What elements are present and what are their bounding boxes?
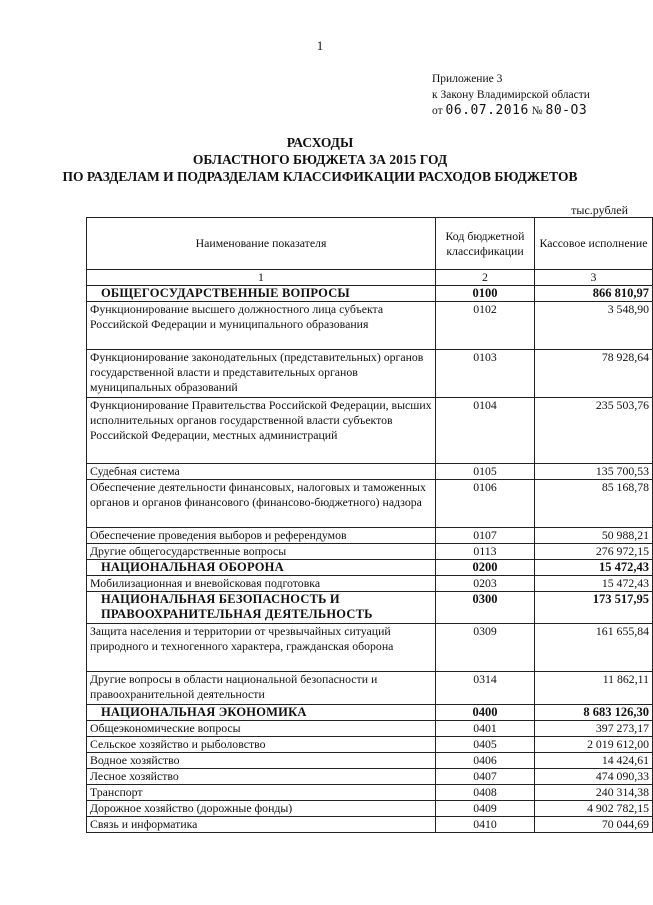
row-code: 0107 [436, 528, 535, 544]
section-row [87, 560, 653, 576]
appendix-block [432, 71, 590, 119]
row-code: 0105 [436, 464, 535, 480]
table-row [87, 769, 653, 785]
row-amount: 8 683 126,30 [535, 705, 653, 721]
row-code: 0104 [436, 398, 535, 464]
row-code: 0200 [436, 560, 535, 576]
appendix-line-1: Приложение 3 [432, 73, 503, 85]
row-code: 0410 [436, 817, 535, 833]
appendix-number: 80-ОЗ [545, 103, 588, 118]
row-amount: 70 044,69 [535, 817, 653, 833]
table-row [87, 350, 653, 398]
table-row [87, 737, 653, 753]
table-row [87, 528, 653, 544]
row-name: Водное хозяйство [87, 753, 436, 769]
table-row [87, 785, 653, 801]
row-amount: 15 472,43 [535, 576, 653, 592]
row-code: 0300 [436, 592, 535, 624]
row-code: 0401 [436, 721, 535, 737]
row-code: 0405 [436, 737, 535, 753]
row-name: Обеспечение деятельности финансовых, налоговых и таможенных органов и органов финансового (финансово-бюджетного) надзора [87, 480, 436, 528]
expenses-table [86, 217, 653, 833]
row-name: Обеспечение проведения выборов и референдумов [87, 528, 436, 544]
row-name: НАЦИОНАЛЬНАЯ БЕЗОПАСНОСТЬ И ПРАВООХРАНИТЕЛЬНАЯ ДЕЯТЕЛЬНОСТЬ [87, 592, 436, 624]
row-name: Функционирование законодательных (представительных) органов государственной власти и представительных органов муниципальных образований [87, 350, 436, 398]
row-amount: 78 928,64 [535, 350, 653, 398]
row-amount: 866 810,97 [535, 286, 653, 302]
appendix-number-label: № [531, 105, 543, 117]
row-amount: 240 314,38 [535, 785, 653, 801]
row-name: Другие общегосударственные вопросы [87, 544, 436, 560]
title-line-1: РАСХОДЫ [286, 135, 354, 150]
section-row [87, 705, 653, 721]
header-name: Наименование показателя [87, 218, 436, 270]
row-code: 0407 [436, 769, 535, 785]
table-row [87, 576, 653, 592]
row-amount: 3 548,90 [535, 302, 653, 350]
row-amount: 14 424,61 [535, 753, 653, 769]
table-row [87, 398, 653, 464]
row-name: Общеэкономические вопросы [87, 721, 436, 737]
row-name: Сельское хозяйство и рыболовство [87, 737, 436, 753]
table-header-row [87, 218, 653, 270]
table-row [87, 624, 653, 672]
row-code: 0400 [436, 705, 535, 721]
appendix-from-label: от [432, 105, 443, 117]
column-number: 1 [87, 270, 436, 286]
row-amount: 4 902 782,15 [535, 801, 653, 817]
row-name: НАЦИОНАЛЬНАЯ ОБОРОНА [87, 560, 436, 576]
row-amount: 50 988,21 [535, 528, 653, 544]
row-name: Функционирование Правительства Российской Федерации, высших исполнительных органов государственной власти субъектов Российской Федерации, местных администраций [87, 398, 436, 464]
row-name: ОБЩЕГОСУДАРСТВЕННЫЕ ВОПРОСЫ [87, 286, 436, 302]
table-row [87, 464, 653, 480]
header-code: Код бюджетной классификации [436, 218, 535, 270]
column-number: 3 [535, 270, 653, 286]
row-amount: 397 273,17 [535, 721, 653, 737]
appendix-date: 06.07.2016 [445, 103, 529, 118]
table-row [87, 721, 653, 737]
row-code: 0102 [436, 302, 535, 350]
row-code: 0103 [436, 350, 535, 398]
row-code: 0106 [436, 480, 535, 528]
row-code: 0314 [436, 672, 535, 705]
row-amount: 85 168,78 [535, 480, 653, 528]
table-row [87, 544, 653, 560]
row-name: Мобилизационная и вневойсковая подготовка [87, 576, 436, 592]
table-row [87, 672, 653, 705]
row-amount: 161 655,84 [535, 624, 653, 672]
row-amount: 173 517,95 [535, 592, 653, 624]
row-amount: 235 503,76 [535, 398, 653, 464]
row-name: Функционирование высшего должностного лица субъекта Российской Федерации и муниципального образования [87, 302, 436, 350]
table-row [87, 480, 653, 528]
row-amount: 11 862,11 [535, 672, 653, 705]
row-code: 0408 [436, 785, 535, 801]
row-code: 0309 [436, 624, 535, 672]
row-amount: 474 090,33 [535, 769, 653, 785]
row-name: Связь и информатика [87, 817, 436, 833]
column-number: 2 [436, 270, 535, 286]
column-number-row [87, 270, 653, 286]
table-body [87, 286, 653, 833]
row-name: Транспорт [87, 785, 436, 801]
row-name: Дорожное хозяйство (дорожные фонды) [87, 801, 436, 817]
row-code: 0409 [436, 801, 535, 817]
row-amount: 2 019 612,00 [535, 737, 653, 753]
table-row [87, 817, 653, 833]
row-name: Защита населения и территории от чрезвычайных ситуаций природного и техногенного характера, гражданская оборона [87, 624, 436, 672]
section-row [87, 592, 653, 624]
row-name: Судебная система [87, 464, 436, 480]
title-line-3: ПО РАЗДЕЛАМ И ПОДРАЗДЕЛАМ КЛАССИФИКАЦИИ РАСХОДОВ БЮДЖЕТОВ [62, 169, 578, 184]
row-amount: 276 972,15 [535, 544, 653, 560]
appendix-date-line [432, 103, 590, 119]
row-amount: 15 472,43 [535, 560, 653, 576]
table-row [87, 302, 653, 350]
row-code: 0203 [436, 576, 535, 592]
page-number: 1 [316, 38, 324, 53]
table-row [87, 801, 653, 817]
row-code: 0113 [436, 544, 535, 560]
row-amount: 135 700,53 [535, 464, 653, 480]
row-code: 0100 [436, 286, 535, 302]
section-row [87, 286, 653, 302]
table-row [87, 753, 653, 769]
row-name: НАЦИОНАЛЬНАЯ ЭКОНОМИКА [87, 705, 436, 721]
header-amount: Кассовое исполнение [535, 218, 653, 270]
appendix-line-2: к Закону Владимирской области [432, 89, 590, 101]
units-label: тыс.рублей [571, 203, 628, 217]
row-name: Другие вопросы в области национальной безопасности и правоохранительной деятельности [87, 672, 436, 705]
row-name: Лесное хозяйство [87, 769, 436, 785]
row-code: 0406 [436, 753, 535, 769]
title-line-2: ОБЛАСТНОГО БЮДЖЕТА ЗА 2015 ГОД [192, 152, 448, 167]
document-title [0, 134, 640, 185]
